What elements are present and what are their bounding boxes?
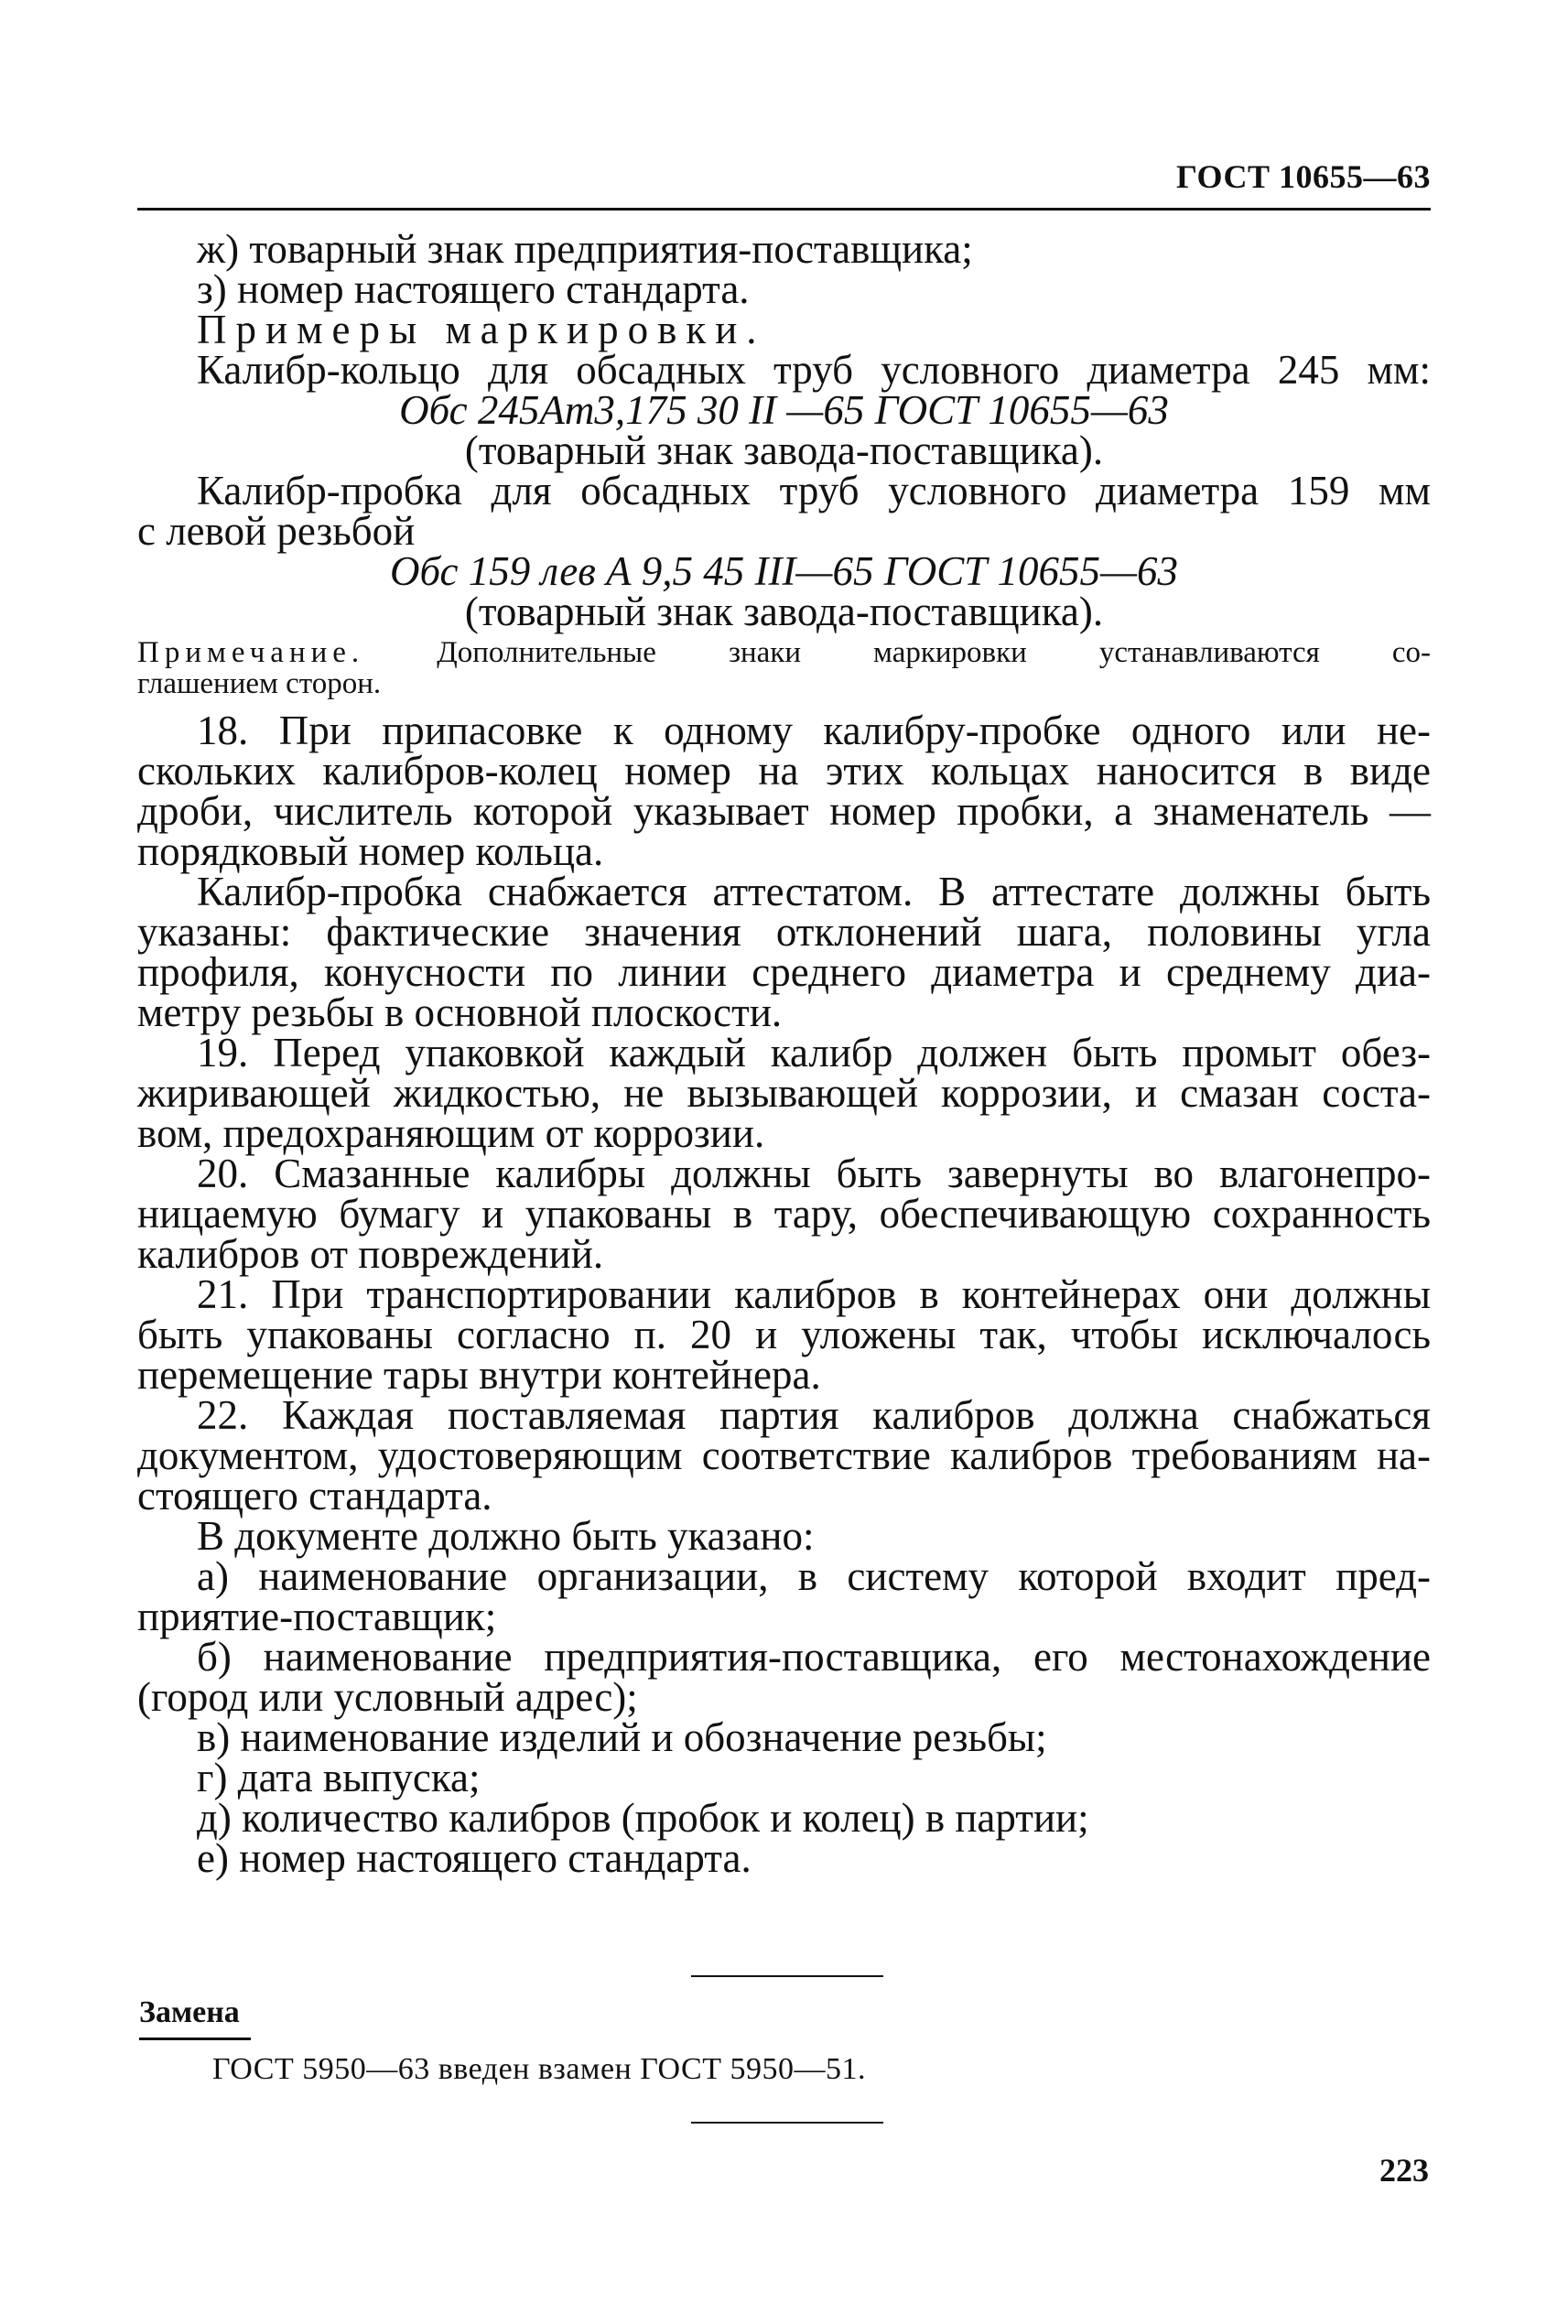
plug-intro-line-1: Калибр-пробка для обсадных труб условного диаметра 159 мм [197,468,1431,513]
p18-line-2: скольких калибров-колец номер на этих кольцах наносится в виде [137,748,1431,794]
p18-line-4: порядковый номер кольца. [137,828,604,874]
ring-marking: Обс 245Aт3,175 30 II —65 ГОСТ 10655—63 [399,387,1169,433]
attestat-line-4: метру резьбы в основной плоскости. [137,989,783,1035]
list-item-a-line-2: приятие-поставщик; [137,1594,497,1639]
section-divider-bottom [691,2122,883,2124]
list-item-g: г) дата выпуска; [197,1755,481,1800]
note-text-2: глашением сторон. [137,667,382,700]
p19-line-3: вом, предохраняющим от коррозии. [137,1110,765,1156]
p21-line-2: быть упакованы согласно п. 20 и уложены так, чтобы исключалось [137,1312,1431,1357]
plug-trademark: (товарный знак завода-поставщика). [464,589,1104,634]
list-item-a-line-1: а) наименование организации, в систему которой входит пред- [197,1553,1431,1599]
examples-title: Примеры маркировки. [197,307,766,352]
ring-trademark: (товарный знак завода-поставщика). [464,427,1104,473]
p22-line-2: документом, удостоверяющим соответствие калибров требованиям на- [137,1432,1431,1478]
document-requirements-intro: В документе должно быть указано: [197,1513,815,1559]
p18-line-3: дроби, числитель которой указывает номер пробки, а знаменатель — [137,788,1431,834]
header-rule [137,208,1431,211]
page-number: 223 [1379,2152,1429,2189]
standard-code-header: ГОСТ 10655—63 [1176,158,1431,195]
note-text-1: Дополнительные знаки маркировки устанавливаются со- [437,636,1431,669]
main-content [137,226,1431,1881]
p21-line-3: перемещение тары внутри контейнера. [137,1352,821,1398]
p22-line-1: 22. Каждая поставляемая партия калибров должна снабжаться [197,1392,1431,1438]
p18-line-1: 18. При припасовке к одному калибру-пробке одного или не- [197,708,1431,753]
list-item-b-line-1: б) наименование предприятия-поставщика, его местонахождение [197,1634,1431,1680]
list-item-d: д) количество калибров (пробок и колец) в партии; [197,1795,1089,1841]
attestat-line-3: профиля, конусности по линии среднего диаметра и среднему диа- [137,949,1431,995]
list-item-z: з) номер настоящего стандарта. [197,266,750,312]
list-item-zh: ж) товарный знак предприятия-поставщика; [197,226,973,272]
zamena-label: Замена [139,1995,240,2029]
note [137,637,1431,699]
p22-line-3: стоящего стандарта. [137,1473,492,1519]
zamena-text: ГОСТ 5950—63 введен взамен ГОСТ 5950—51. [212,2052,866,2086]
plug-intro-line-2: с левой резьбой [137,508,416,554]
p20-line-1: 20. Смазанные калибры должны быть завернуты во влагонепро- [197,1151,1431,1196]
p19-line-2: жиривающей жидкостью, не вызывающей коррозии, и смазан соста- [137,1070,1431,1116]
zamena-rule [139,2038,251,2040]
p20-line-3: калибров от повреждений. [137,1231,604,1277]
attestat-line-1: Калибр-пробка снабжается аттестатом. В аттестате должны быть [197,869,1431,914]
ring-intro: Калибр-кольцо для обсадных труб условного диаметра 245 мм: [197,347,1431,393]
note-label: Примечание. [137,636,365,669]
list-item-e: е) номер настоящего стандарта. [197,1835,752,1881]
p21-line-1: 21. При транспортировании калибров в контейнерах они должны [197,1271,1431,1317]
section-divider-top [691,1975,883,1977]
note-line-1 [137,637,1431,668]
list-item-v: в) наименование изделий и обозначение резьбы; [197,1714,1047,1760]
attestat-line-2: указаны: фактические значения отклонений шага, половины угла [137,909,1431,955]
plug-marking: Обс 159 лев А 9,5 45 III—65 ГОСТ 10655—63 [389,548,1179,594]
p19-line-1: 19. Перед упаковкой каждый калибр должен быть промыт обез- [197,1030,1431,1076]
list-item-b-line-2: (город или условный адрес); [137,1674,638,1720]
p20-line-2: ницаемую бумагу и упакованы в тару, обеспечивающую сохранность [137,1191,1431,1237]
